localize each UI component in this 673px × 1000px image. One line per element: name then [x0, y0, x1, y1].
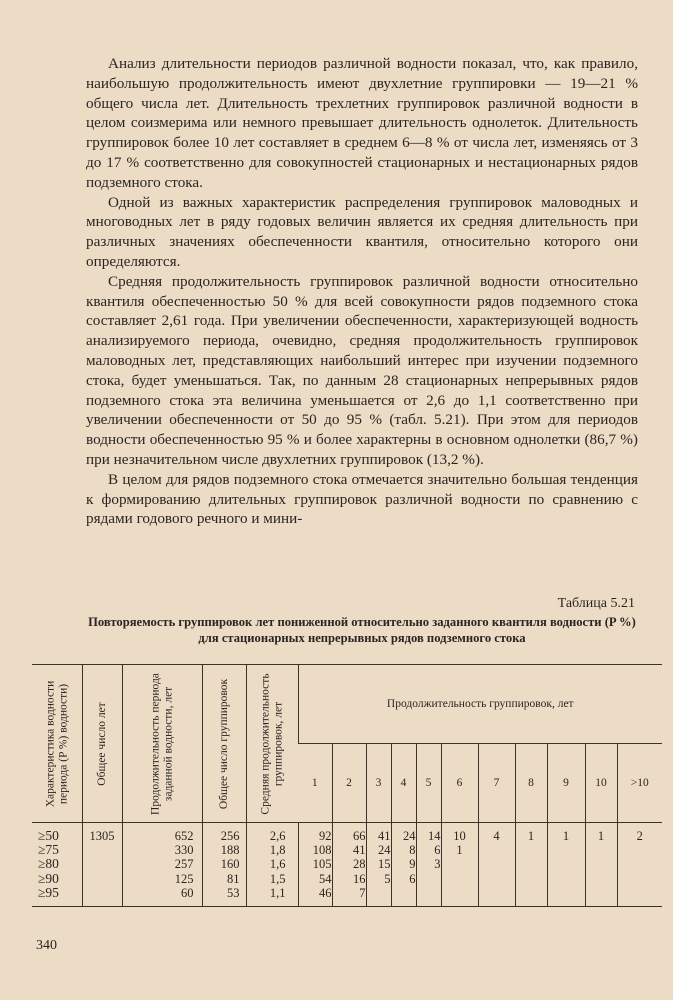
paragraph-3: Средняя продолжительность группировок различной водности относительно квантиля обеспеченностью 50 % для всей совокупности рядов подземного стока составляет 2,61 года. При увеличении обеспеченности, характеризующей водность анализируемого периода, очевидно, средняя продолжительность группировок маловодных лет, представляющих наибольший интерес при изучении подземного стока, будет уменьшаться. Так, по данным 28 стационарных непрерывных рядов подземного стока эта величина уменьшается от 2,6 до 1,1 соответственно при увеличении обеспеченности от 50 до 95 % (табл. 5.21). При этом для периодов водности обеспеченностью 95 % и более характерны в основном однолетки (86,7 %) при незначительном числе двухлетних группировок (13,2 %). — [86, 272, 638, 468]
header-group-title: Продолжительность группировок, лет — [298, 665, 662, 744]
page-number: 340 — [36, 938, 57, 953]
subheader-6: 6 — [441, 744, 478, 823]
col-d5: 14 6 3 — [416, 823, 441, 907]
col-d3: 41 24 15 5 — [366, 823, 391, 907]
table-number: Таблица 5.21 — [557, 596, 635, 611]
subheader-9: 9 — [547, 744, 585, 823]
col-dgt10: 2 — [617, 823, 662, 907]
subheader-gt10: >10 — [617, 744, 662, 823]
paragraph-1: Анализ длительности периодов различной водности показал, что, как правило, наибольшую продолжительность имеют двухлетние группировки — 19—21 % общего числа лет. Длительность трехлетних группировок различной водности в целом соизмерима или немного превышает длительность однолеток. Длительность группировок более 10 лет составляет в среднем 6—8 % от числа лет, изменяясь от 3 до 17 % соответственно для совокупностей стационарных и нестационарных рядов подземного стока. — [86, 55, 638, 191]
col-d4: 24 8 9 6 — [391, 823, 416, 907]
data-table — [32, 664, 662, 907]
col-d2: 66 41 28 16 7 — [332, 823, 366, 907]
subheader-4: 4 — [391, 744, 416, 823]
header-avg-duration: Средняя продолжительность группировок, лет — [246, 665, 298, 823]
col-d9: 1 — [547, 823, 585, 907]
paragraph-4: В целом для рядов подземного стока отмечается значительно большая тенденция к формированию длительных группировок различной водности по сравнению с рядами годового речного и мини- — [86, 470, 638, 528]
col-d10: 1 — [585, 823, 617, 907]
header-total-years: Общее число лет — [82, 665, 122, 823]
subheader-2: 2 — [332, 744, 366, 823]
col-d7: 4 — [478, 823, 515, 907]
subheader-3: 3 — [366, 744, 391, 823]
body-text — [86, 54, 638, 529]
header-duration: Продолжительность периода заданной водности, лет — [122, 665, 202, 823]
paragraph-2: Одной из важных характеристик распределения группировок маловодных и многоводных лет в ряду годовых величин является их средняя длительность при различных значениях обеспеченности квантиля, относительно которого они определяются. — [86, 193, 638, 270]
table-title: Повторяемость группировок лет пониженной относительно заданного квантиля водности (P %) для стационарных непрерывных рядов подземного стока — [88, 615, 636, 645]
subheader-10: 10 — [585, 744, 617, 823]
col-d6: 10 1 — [441, 823, 478, 907]
col-d8: 1 — [515, 823, 547, 907]
subheader-8: 8 — [515, 744, 547, 823]
col-total-years: 1305 — [82, 823, 122, 907]
header-characteristic: Характеристика водности периода (P %) водности) — [44, 680, 69, 807]
subheader-5: 5 — [416, 744, 441, 823]
col-d1: 92 108 105 54 46 — [298, 823, 332, 907]
header-groups-count: Общее число группировок — [202, 665, 246, 823]
subheader-1: 1 — [311, 777, 318, 789]
col-avg: 2,6 1,8 1,6 1,5 1,1 — [246, 823, 298, 907]
subheader-7: 7 — [478, 744, 515, 823]
col-groups: 256 188 160 81 53 — [202, 823, 246, 907]
col-duration: 652 330 257 125 60 — [122, 823, 202, 907]
col-probability: ≥50 ≥75 ≥80 ≥90 ≥95 — [32, 823, 82, 907]
